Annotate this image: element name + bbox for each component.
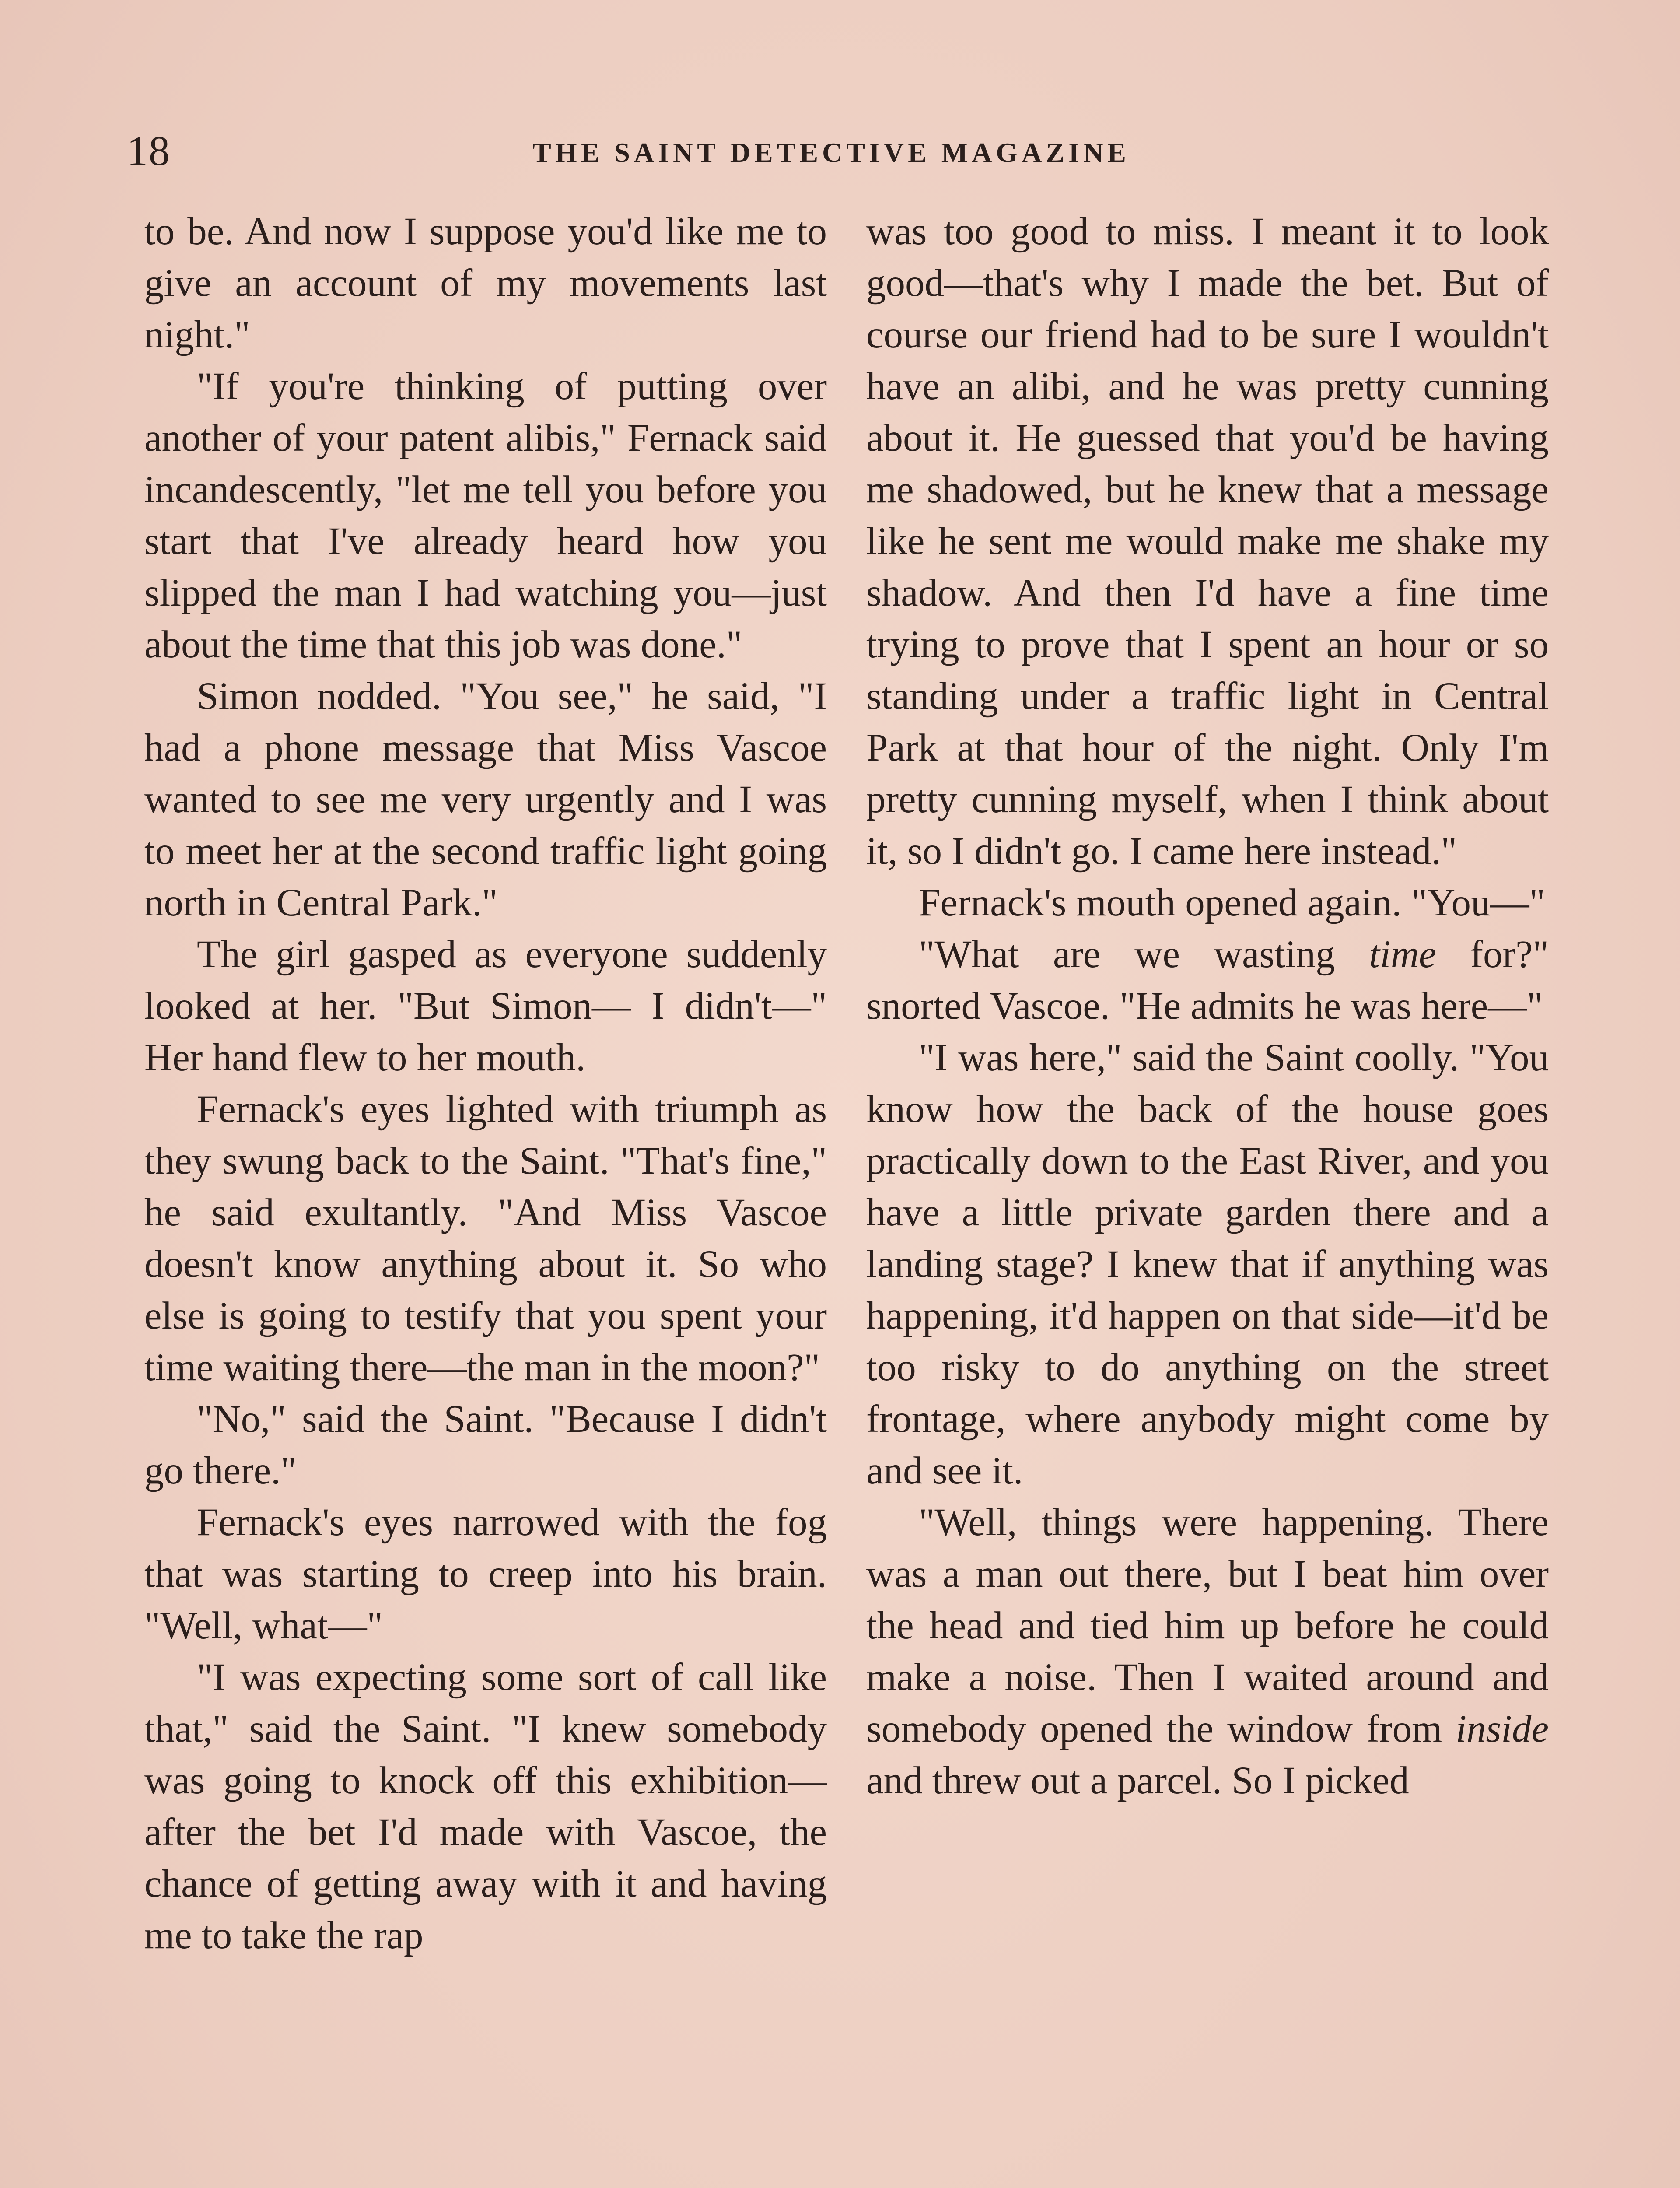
paragraph-text: "What are we wasting <box>919 933 1369 976</box>
paragraph <box>866 929 1549 1032</box>
paragraph: to be. And now I suppose you'd like me to give an account of my movements last night." <box>144 210 827 356</box>
paragraph: was too good to miss. I meant it to look good—that's why I made the bet. But of course our friend had to be sure I wouldn't have an alibi, and he was pretty cunning about it. He guessed that you'd be having me shadowed, but he knew that a message like he sent me would make me shake my shadow. And then I'd have a fine time trying to prove that I spent an hour or so standing under a traffic light in Central Park at that hour of the night. Only I'm pretty cunning myself, when I think about it, so I didn't go. I came here instead." <box>866 210 1549 873</box>
page-header <box>127 127 1536 184</box>
emphasis-text: inside <box>1456 1708 1549 1750</box>
emphasis-text: time <box>1369 933 1436 976</box>
left-column <box>144 206 827 1961</box>
paragraph: "If you're thinking of putting over another of your patent alibis," Fernack said incandescently, "let me tell you before you start that I've already heard how you slipped the man I had watching you—just about the time that this job was done." <box>144 365 827 666</box>
paragraph-text: "Well, things were happening. There was a man out there, but I beat him over the head and tied him up before he could make a noise. Then I waited around and somebody opened the window from <box>866 1501 1549 1750</box>
paragraph: Fernack's mouth opened again. "You—" <box>919 881 1545 924</box>
paragraph-text: for?" snorted Vascoe. "He admits he was here—" <box>866 933 1549 1027</box>
paragraph <box>866 1497 1549 1806</box>
paragraph: "No," said the Saint. "Because I didn't go there." <box>144 1398 827 1492</box>
paragraph: Fernack's eyes lighted with triumph as they swung back to the Saint. "That's fine," he said exultantly. "And Miss Vascoe doesn't know anything about it. So who else is going to testify that you spent your time waiting there—the man in the moon?" <box>144 1088 827 1389</box>
paragraph: Simon nodded. "You see," he said, "I had a phone message that Miss Vascoe wanted to see me very urgently and I was to meet her at the second traffic light going north in Central Park." <box>144 675 827 924</box>
magazine-title: THE SAINT DETECTIVE MAGAZINE <box>532 137 1130 168</box>
paragraph: Fernack's eyes narrowed with the fog that was starting to creep into his brain. "Well, what—" <box>144 1501 827 1647</box>
paragraph-text: and threw out a parcel. So I picked <box>866 1759 1409 1802</box>
paragraph: "I was here," said the Saint coolly. "You know how the back of the house goes practically down to the East River, and you have a little private garden there and a landing stage? I knew that if anything was happening, it'd happen on that side—it'd be too risky to do anything on the street frontage, where anybody might come by and see it. <box>866 1036 1549 1492</box>
paragraph: "I was expecting some sort of call like that," said the Saint. "I knew somebody was going to knock off this exhibition—after the bet I'd made with Vascoe, the chance of getting away with it and having me to take the rap <box>144 1656 827 1957</box>
paragraph: The girl gasped as everyone suddenly looked at her. "But Simon— I didn't—" Her hand flew to her mouth. <box>144 933 827 1079</box>
page-number: 18 <box>127 127 171 174</box>
right-column <box>866 206 1549 1806</box>
